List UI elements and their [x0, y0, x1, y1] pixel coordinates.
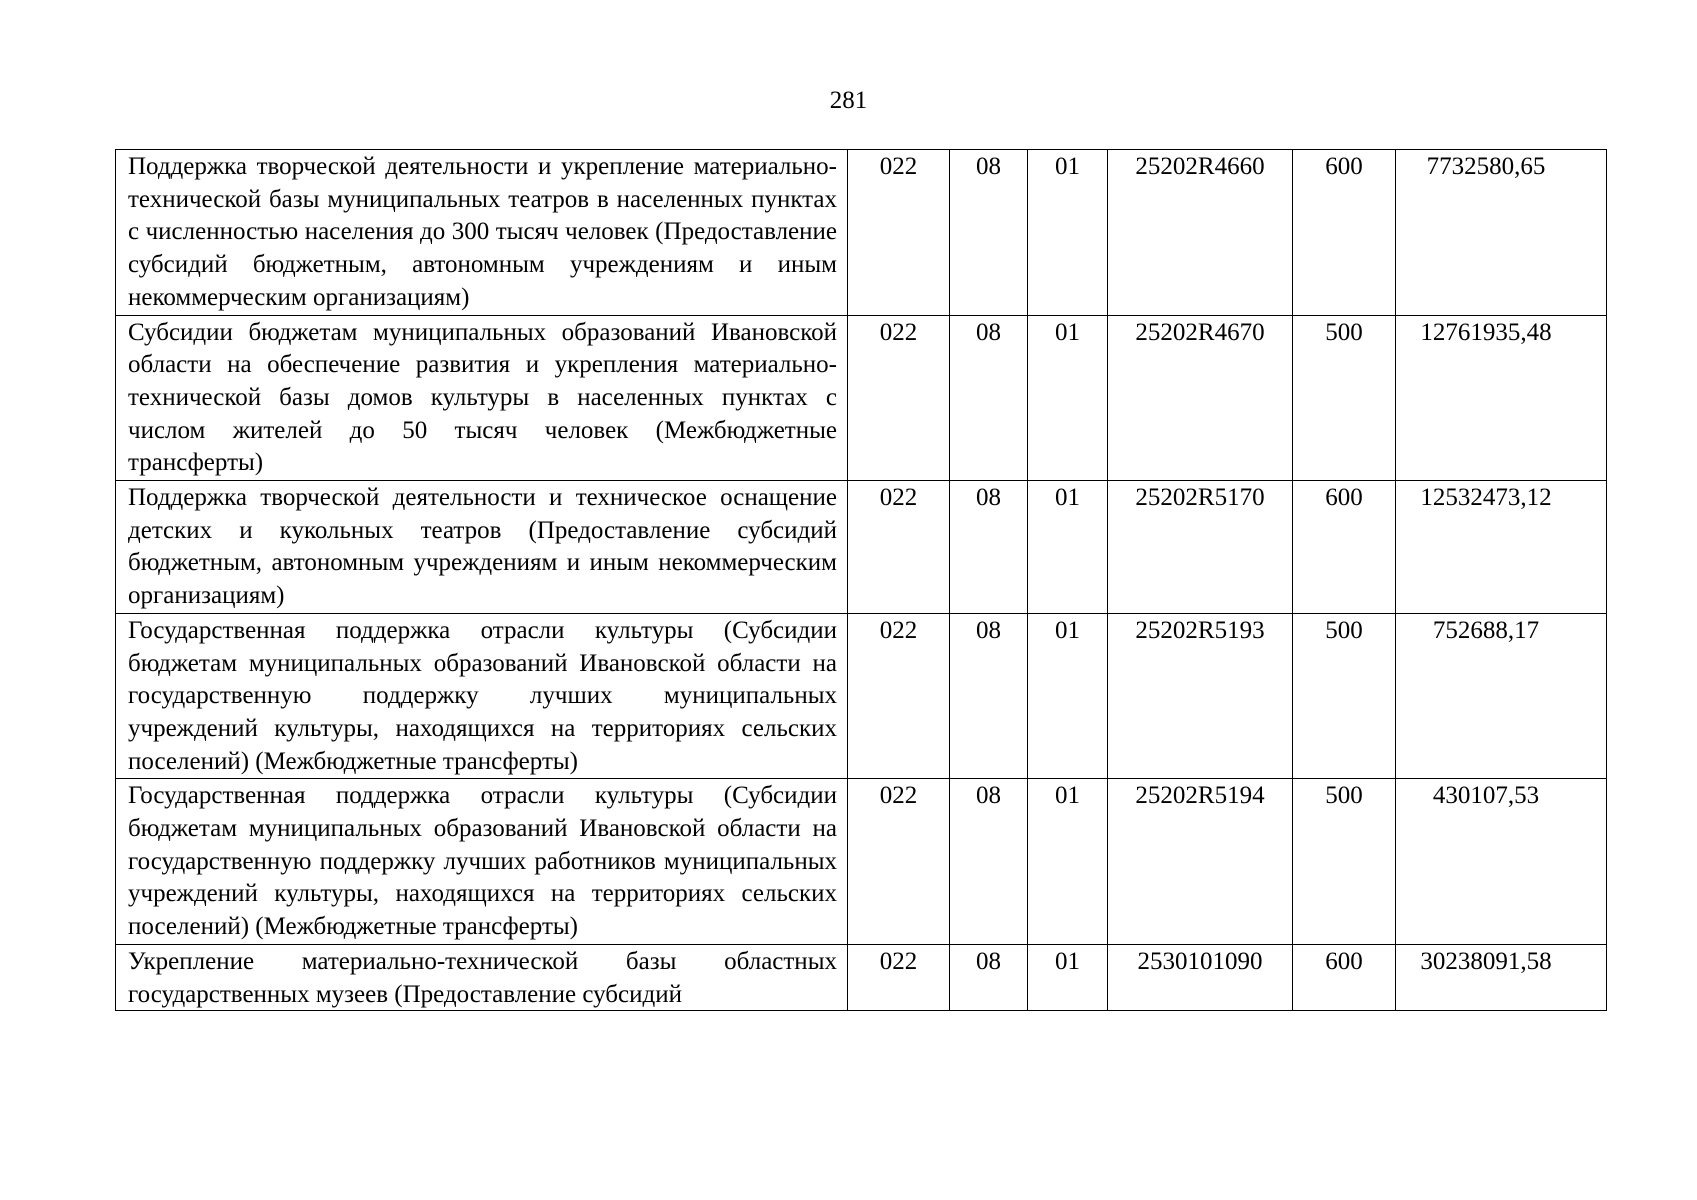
target-article-code: 2530101090	[1108, 944, 1293, 1010]
subsection-code: 01	[1028, 779, 1108, 945]
section-code: 08	[950, 481, 1028, 614]
section-code: 08	[950, 315, 1028, 481]
table-row	[116, 150, 1607, 316]
row-description: Государственная поддержка отрасли культуры (Субсидии бюджетам муниципальных образований Ивановской области на государственную поддержку лучших муниципальных учреждений культуры, находящихся на территориях сельских поселений) (Межбюджетные трансферты)	[116, 613, 848, 779]
table-row	[116, 481, 1607, 614]
amount: 30238091,58	[1396, 944, 1607, 1010]
expense-type-code: 600	[1293, 481, 1396, 614]
ministry-code: 022	[848, 613, 950, 779]
target-article-code: 25202R5170	[1108, 481, 1293, 614]
ministry-code: 022	[848, 315, 950, 481]
table-row	[116, 315, 1607, 481]
section-code: 08	[950, 150, 1028, 316]
target-article-code: 25202R5194	[1108, 779, 1293, 945]
amount: 752688,17	[1396, 613, 1607, 779]
table-row	[116, 613, 1607, 779]
expense-type-code: 500	[1293, 315, 1396, 481]
amount: 12761935,48	[1396, 315, 1607, 481]
row-description: Государственная поддержка отрасли культуры (Субсидии бюджетам муниципальных образований Ивановской области на государственную поддержку лучших работников муниципальных учреждений культуры, находящихся на территориях сельских поселений) (Межбюджетные трансферты)	[116, 779, 848, 945]
target-article-code: 25202R4660	[1108, 150, 1293, 316]
target-article-code: 25202R4670	[1108, 315, 1293, 481]
budget-table	[115, 149, 1607, 1011]
amount: 430107,53	[1396, 779, 1607, 945]
expense-type-code: 500	[1293, 779, 1396, 945]
subsection-code: 01	[1028, 613, 1108, 779]
row-description-cell	[116, 944, 848, 1010]
subsection-code: 01	[1028, 315, 1108, 481]
expense-type-code: 600	[1293, 944, 1396, 1010]
table-row	[116, 944, 1607, 1010]
expense-type-code: 600	[1293, 150, 1396, 316]
target-article-code: 25202R5193	[1108, 613, 1293, 779]
row-description: Поддержка творческой деятельности и укрепление материально-технической базы муниципальных театров в населенных пунктах с численностью населения до 300 тысяч человек (Предоставление субсидий бюджетным, автономным учреждениям и иным некоммерческим организациям)	[116, 150, 848, 316]
section-code: 08	[950, 613, 1028, 779]
amount: 12532473,12	[1396, 481, 1607, 614]
subsection-code: 01	[1028, 481, 1108, 614]
subsection-code: 01	[1028, 944, 1108, 1010]
ministry-code: 022	[848, 150, 950, 316]
expense-type-code: 500	[1293, 613, 1396, 779]
ministry-code: 022	[848, 944, 950, 1010]
row-description: Укрепление материально-технической базы областных государственных музеев (Предоставление субсидий	[128, 947, 837, 1008]
section-code: 08	[950, 779, 1028, 945]
amount: 7732580,65	[1396, 150, 1607, 316]
ministry-code: 022	[848, 779, 950, 945]
row-description: Субсидии бюджетам муниципальных образований Ивановской области на обеспечение развития и укрепления материально-технической базы домов культуры в населенных пунктах с числом жителей до 50 тысяч человек (Межбюджетные трансферты)	[116, 315, 848, 481]
ministry-code: 022	[848, 481, 950, 614]
table-row	[116, 779, 1607, 945]
page-number: 281	[829, 87, 868, 114]
row-description: Поддержка творческой деятельности и техническое оснащение детских и кукольных театров (Предоставление субсидий бюджетным, автономным учреждениям и иным некоммерческим организациям)	[116, 481, 848, 614]
section-code: 08	[950, 944, 1028, 1010]
subsection-code: 01	[1028, 150, 1108, 316]
